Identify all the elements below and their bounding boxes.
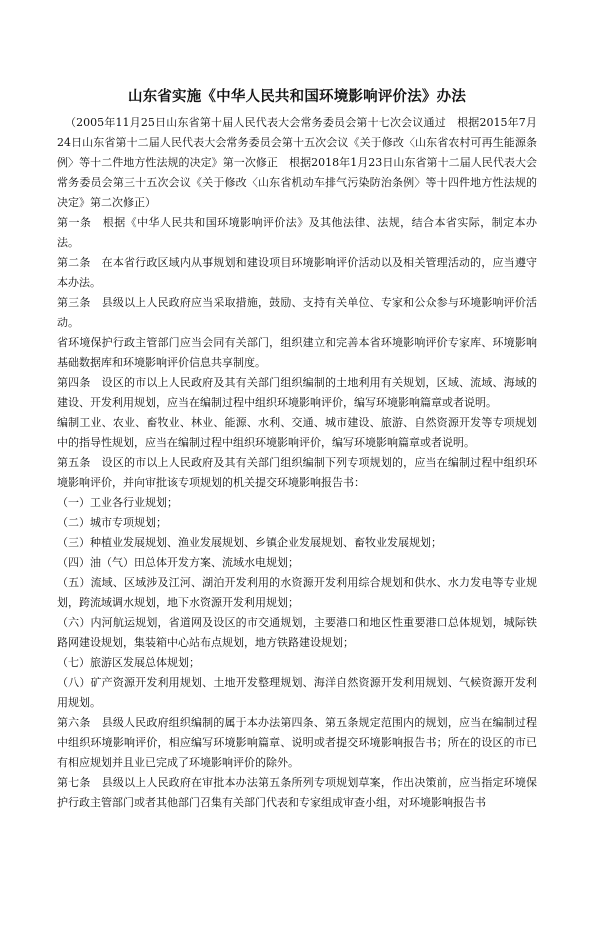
document-page xyxy=(0,87,595,928)
article-2: 第二条 在本省行政区域内从事规划和建设项目环境影响评价活动以及相关管理活动的，应当遵守本办法。 xyxy=(57,256,537,289)
article-5-item-5: （五）流域、区域涉及江河、湖泊开发利用的水资源开发利用综合规划和供水、水力发电等专业规划，跨流域调水规划，地下水资源开发利用规划； xyxy=(57,576,537,609)
article-5-item-8: （八）矿产资源开发利用规划、土地开发整理规划、海洋自然资源开发利用规划、气候资源开发利用规划。 xyxy=(57,676,537,709)
document-body xyxy=(57,113,537,813)
article-3: 第三条 县级以上人民政府应当采取措施，鼓励、支持有关单位、专家和公众参与环境影响评价活动。 xyxy=(57,296,537,329)
article-5-item-4: （四）油（气）田总体开发方案、流域水电规划； xyxy=(57,556,299,569)
document-title: 山东省实施《中华人民共和国环境影响评价法》办法 xyxy=(127,89,467,105)
article-6: 第六条 县级人民政府组织编制的属于本办法第四条、第五条规定范围内的规划，应当在编制过程中组织环境影响评价，相应编写环境影响篇章、说明或者提交环境影响报告书；所在的设区的市已有相应规划并且业已完成了环境影响评价的除外。 xyxy=(57,716,537,769)
article-5-item-6: （六）内河航运规划，省道网及设区的市交通规划，主要港口和地区性重要港口总体规划，城际铁路网建设规划，集装箱中心站布点规划，地方铁路建设规划； xyxy=(57,616,537,649)
article-5-item-2: （二）城市专项规划； xyxy=(57,516,167,529)
amendment-history: （2005年11月25日山东省第十届人民代表大会常务委员会第十七次会议通过 根据2015年7月24日山东省第十二届人民代表大会常务委员会第十五次会议《关于修改〈山东省农村可再生能源条例〉等十二件地方性法规的决定》第一次修正 根据2018年1月23日山东省第十二届人民代表大会常务委员会第三十五次会议《关于修改〈山东省机动车排气污染防治条例〉等十四件地方性法规的决定》第二次修正） xyxy=(57,116,537,209)
article-1: 第一条 根据《中华人民共和国环境影响评价法》及其他法律、法规，结合本省实际，制定本办法。 xyxy=(57,216,537,249)
article-3-paragraph-2: 省环境保护行政主管部门应当会同有关部门，组织建立和完善本省环境影响评价专家库、环境影响基础数据库和环境影响评价信息共享制度。 xyxy=(57,336,537,369)
article-5-item-1: （一）工业各行业规划； xyxy=(57,496,178,509)
article-4: 第四条 设区的市以上人民政府及其有关部门组织编制的土地利用有关规划，区域、流域、海域的建设、开发利用规划，应当在编制过程中组织环境影响评价，编写环境影响篇章或者说明。 xyxy=(57,376,537,409)
article-4-paragraph-2: 编制工业、农业、畜牧业、林业、能源、水利、交通、城市建设、旅游、自然资源开发等专项规划中的指导性规划，应当在编制过程中组织环境影响评价，编写环境影响篇章或者说明。 xyxy=(57,416,537,449)
article-5-item-3: （三）种植业发展规划、渔业发展规划、乡镇企业发展规划、畜牧业发展规划； xyxy=(57,536,442,549)
article-5: 第五条 设区的市以上人民政府及其有关部门组织编制下列专项规划的，应当在编制过程中组织环境影响评价，并向审批该专项规划的机关提交环境影响报告书： xyxy=(57,456,537,489)
article-5-item-7: （七）旅游区发展总体规划； xyxy=(57,656,200,669)
article-7: 第七条 县级以上人民政府在审批本办法第五条所列专项规划草案，作出决策前，应当指定环境保护行政主管部门或者其他部门召集有关部门代表和专家组成审查小组，对环境影响报告书 xyxy=(57,776,537,809)
